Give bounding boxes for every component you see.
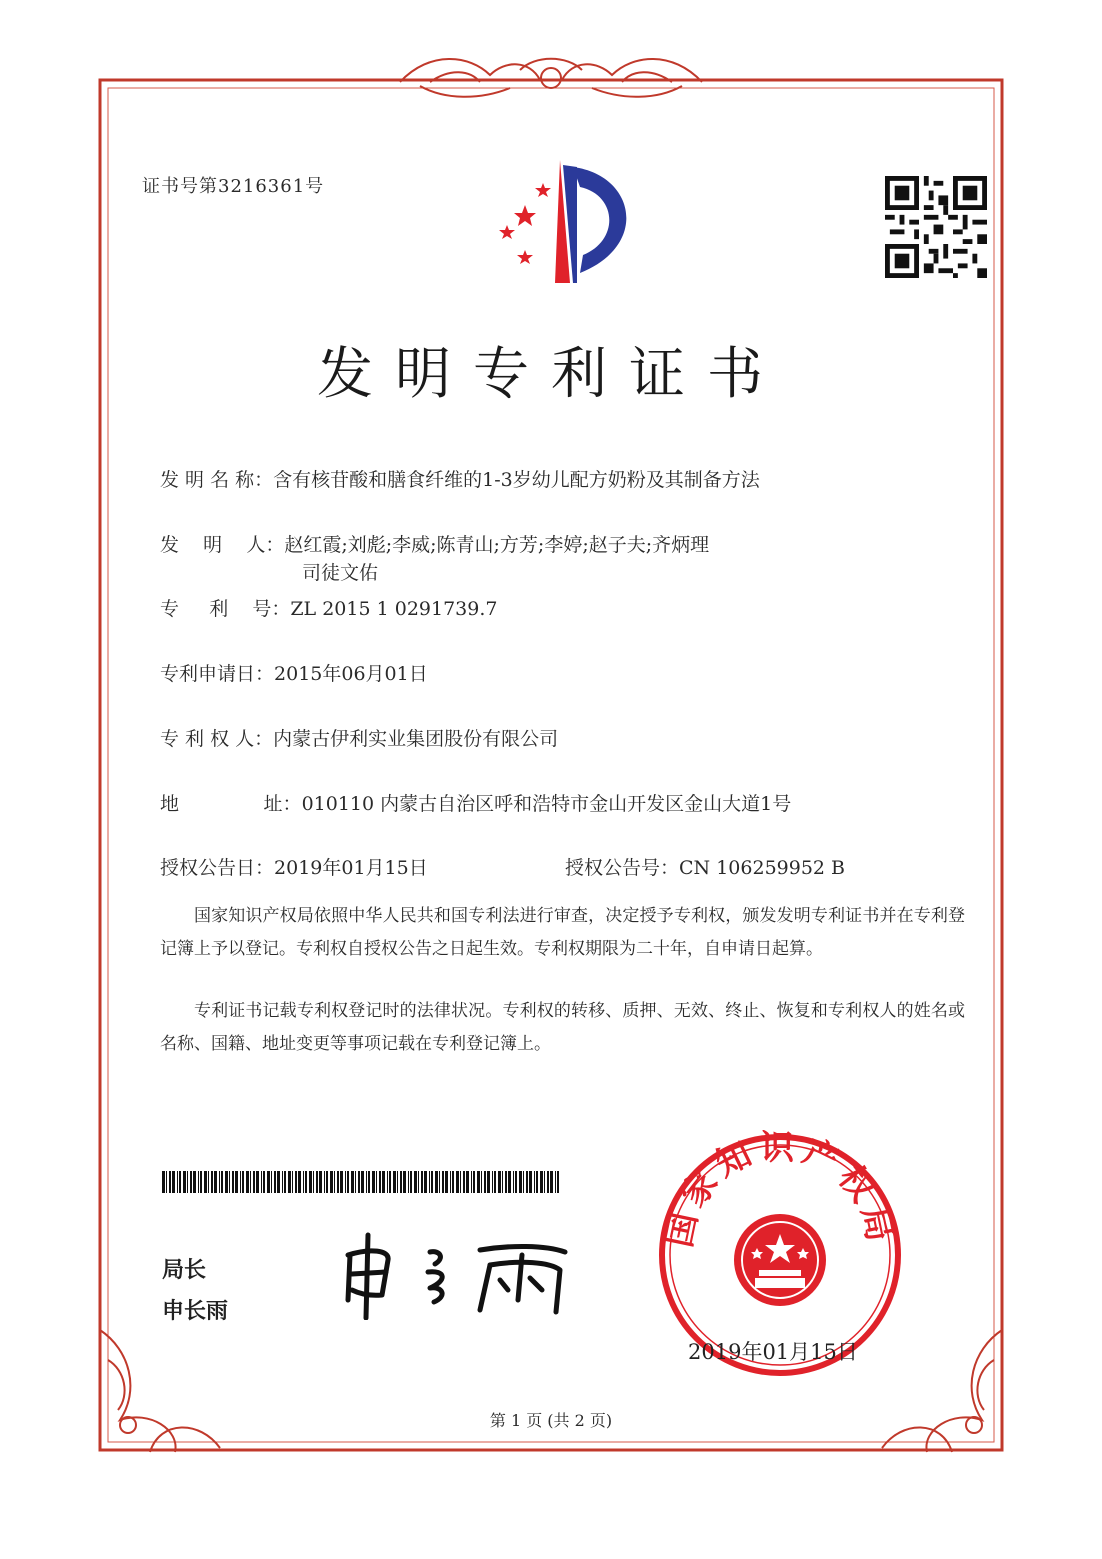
inventor-row: [160, 531, 709, 559]
inventor-label: 发 明 人：: [160, 534, 285, 556]
seal-text: 国家知识产权局: [659, 1130, 901, 1251]
address-label: 地 址：: [160, 793, 302, 815]
inventors-line2: 司徒文佑: [302, 562, 379, 584]
page-number: 第 1 页 (共 2 页): [489, 1411, 613, 1430]
certificate-number: 证书号第3216361号: [142, 176, 325, 197]
certificate-title: 发明专利证书: [317, 342, 785, 407]
filing-date-row: [160, 660, 428, 688]
seal-date: 2019年01月15日: [688, 1340, 858, 1364]
grant-date-label: 授权公告日：: [160, 857, 275, 879]
inventors-line1: 赵红霞;刘彪;李威;陈青山;方芳;李婷;赵子夫;齐炳理: [284, 534, 710, 556]
invention-name-label: 发 明 名 称：: [160, 469, 274, 491]
legal-paragraph-1: 国家知识产权局依照中华人民共和国专利法进行审查，决定授予专利权，颁发发明专利证书并在专利登记簿上予以登记。专利权自授权公告之日起生效。专利权期限为二十年，自申请日起算。: [160, 906, 965, 959]
patentee-label: 专 利 权 人：: [160, 728, 274, 750]
bottom-left-ornament-icon: [100, 1330, 220, 1452]
grant-date-value: 2019年01月15日: [274, 857, 428, 879]
filing-date-value: 2015年06月01日: [274, 663, 428, 685]
grant-no-value: CN 106259952 B: [679, 857, 846, 879]
qr-code-icon: [885, 176, 987, 278]
cnipa-logo-icon: [485, 155, 655, 290]
patentee-value: 内蒙古伊利实业集团股份有限公司: [273, 728, 559, 750]
director-title: 局长: [162, 1258, 207, 1283]
patent-no-row: [160, 595, 498, 623]
grant-no-label: 授权公告号：: [565, 857, 680, 879]
filing-date-label: 专利申请日：: [160, 663, 275, 685]
director-name: 申长雨: [162, 1299, 229, 1324]
grant-no-row: [565, 854, 845, 882]
address-value: 010110 内蒙古自治区呼和浩特市金山开发区金山大道1号: [301, 793, 792, 815]
address-row: [160, 790, 791, 818]
invention-name-row: [160, 466, 760, 494]
top-ornament-icon: [400, 59, 702, 97]
patent-no-value: ZL 2015 1 0291739.7: [290, 598, 498, 620]
barcode-icon: [162, 1171, 562, 1193]
invention-name-value: 含有核苷酸和膳食纤维的1-3岁幼儿配方奶粉及其制备方法: [273, 469, 760, 491]
patent-no-label: 专 利 号：: [160, 598, 291, 620]
grant-date-row: [160, 854, 428, 882]
legal-paragraph-2: 专利证书记载专利权登记时的法律状况。专利权的转移、质押、无效、终止、恢复和专利权人的姓名或名称、国籍、地址变更等事项记载在专利登记簿上。: [160, 1001, 965, 1054]
patentee-row: [160, 725, 558, 753]
handwritten-signature-icon: [330, 1230, 580, 1320]
